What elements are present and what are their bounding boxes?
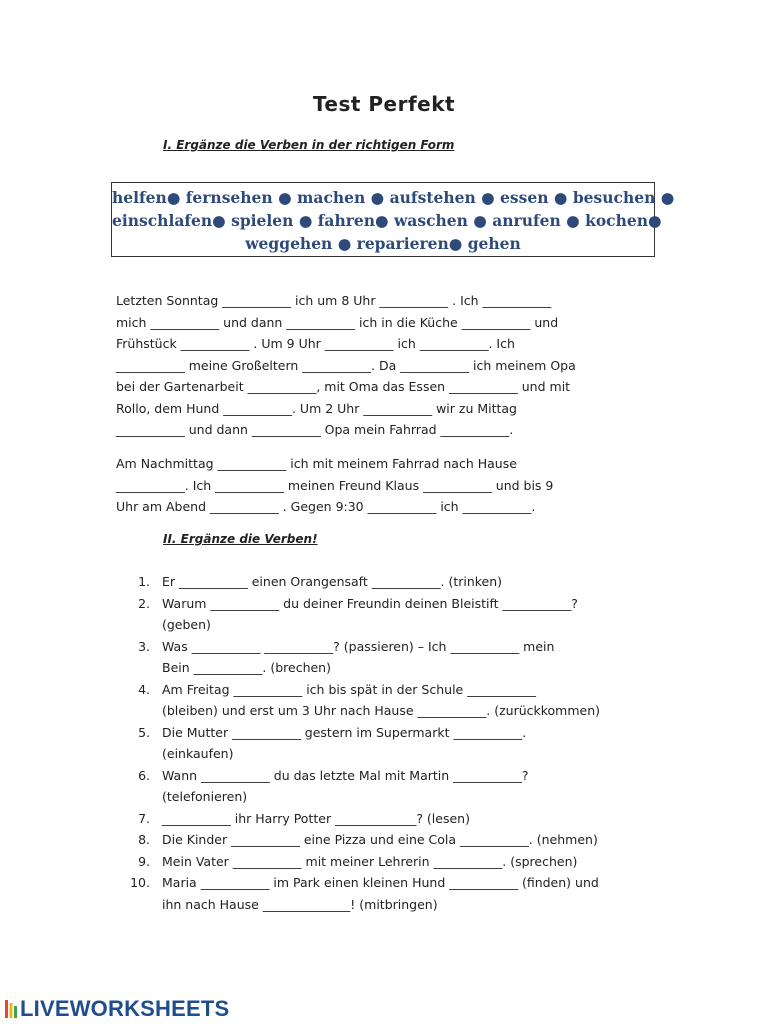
paragraph-line: Rollo, dem Hund ___________. Um 2 Uhr ___________ wir zu Mittag	[116, 400, 517, 416]
item-number: 4.	[138, 681, 150, 697]
word-bank-line: einschlafen● spielen ● fahren● waschen ● anrufen ● kochen●	[112, 211, 662, 230]
word-bank-box	[111, 182, 675, 257]
item-number: 10.	[130, 875, 150, 890]
exercise-list	[128, 571, 668, 915]
item-number: 3.	[138, 638, 150, 654]
item-line: Am Freitag ___________ ich bis spät in der Schule ___________	[162, 681, 536, 697]
liveworksheets-logo	[4, 996, 229, 1022]
item-line: ___________ ihr Harry Potter _____________? (lesen)	[162, 810, 470, 826]
item-line: Mein Vater ___________ mit meiner Lehrerin ___________. (sprechen)	[162, 853, 578, 869]
item-number: 8.	[138, 832, 150, 847]
word-bank-line: helfen● fernsehen ● machen ● aufstehen ● essen ● besuchen ●	[112, 188, 675, 207]
paragraph-line: ___________ und dann ___________ Opa mein Fahrrad ___________.	[116, 422, 514, 437]
colored-bars-icon	[4, 998, 18, 1020]
item-line: Die Mutter ___________ gestern im Supermarkt ___________.	[162, 724, 527, 740]
logo-text: LIVEWORKSHEETS	[20, 996, 230, 1021]
item-line: ihn nach Hause ______________! (mitbringen)	[162, 896, 438, 912]
paragraph-line: ___________. Ich ___________ meinen Freund Klaus ___________ und bis 9	[116, 477, 554, 493]
exercise-item	[128, 722, 668, 765]
item-line: Maria ___________ im Park einen kleinen Hund ___________ (finden) und	[162, 875, 599, 890]
paragraph-line: Uhr am Abend ___________ . Gegen 9:30 ___________ ich ___________.	[116, 499, 536, 514]
item-number: 5.	[138, 724, 150, 740]
page-title: Test Perfekt	[312, 92, 456, 116]
exercise-item	[128, 808, 668, 830]
paragraph-line: Letzten Sonntag ___________ ich um 8 Uhr ___________ . Ich ___________	[116, 293, 552, 308]
item-number: 9.	[138, 853, 150, 869]
paragraph-line: bei der Gartenarbeit ___________, mit Oma das Essen ___________ und mit	[116, 379, 571, 394]
item-line: Was ___________ ___________? (passieren) – Ich ___________ mein	[162, 638, 555, 654]
item-line: Er ___________ einen Orangensaft ___________. (trinken)	[162, 574, 503, 589]
item-line: Wann ___________ du das letzte Mal mit Martin ___________?	[162, 767, 529, 783]
paragraph-line: mich ___________ und dann ___________ ich in die Küche ___________ und	[116, 314, 559, 330]
item-number: 1.	[138, 574, 150, 589]
exercise-item	[128, 679, 668, 722]
item-number: 2.	[138, 595, 150, 611]
section-2-heading: II. Ergänze die Verben!	[163, 532, 318, 546]
item-line: (geben)	[162, 617, 211, 632]
paragraph-line: Frühstück ___________ . Um 9 Uhr ___________ ich ___________. Ich	[116, 336, 515, 351]
paragraph-line: ___________ meine Großeltern ___________. Da ___________ ich meinem Opa	[116, 357, 576, 373]
exercise-item	[128, 593, 668, 636]
item-line: (telefonieren)	[162, 789, 248, 804]
item-line: Bein ___________. (brechen)	[162, 660, 331, 675]
item-line: (bleiben) und erst um 3 Uhr nach Hause ___________. (zurückkommen)	[162, 703, 601, 718]
exercise-item	[128, 636, 668, 679]
item-line: Die Kinder ___________ eine Pizza und eine Cola ___________. (nehmen)	[162, 832, 598, 847]
section-1-heading: I. Ergänze die Verben in der richtigen Form	[163, 138, 455, 152]
exercise-paragraph-2	[116, 453, 656, 518]
item-line: (einkaufen)	[162, 746, 234, 761]
exercise-paragraph-1	[116, 290, 656, 441]
word-bank-line: weggehen ● reparieren● gehen	[245, 234, 521, 253]
exercise-item	[128, 829, 668, 851]
exercise-item	[128, 765, 668, 808]
item-number: 6.	[138, 767, 150, 783]
exercise-item	[128, 571, 668, 593]
item-number: 7.	[138, 810, 150, 826]
paragraph-line: Am Nachmittag ___________ ich mit meinem Fahrrad nach Hause	[116, 456, 517, 471]
exercise-item	[128, 851, 668, 873]
exercise-item	[128, 872, 668, 915]
item-line: Warum ___________ du deiner Freundin deinen Bleistift ___________?	[162, 595, 578, 611]
